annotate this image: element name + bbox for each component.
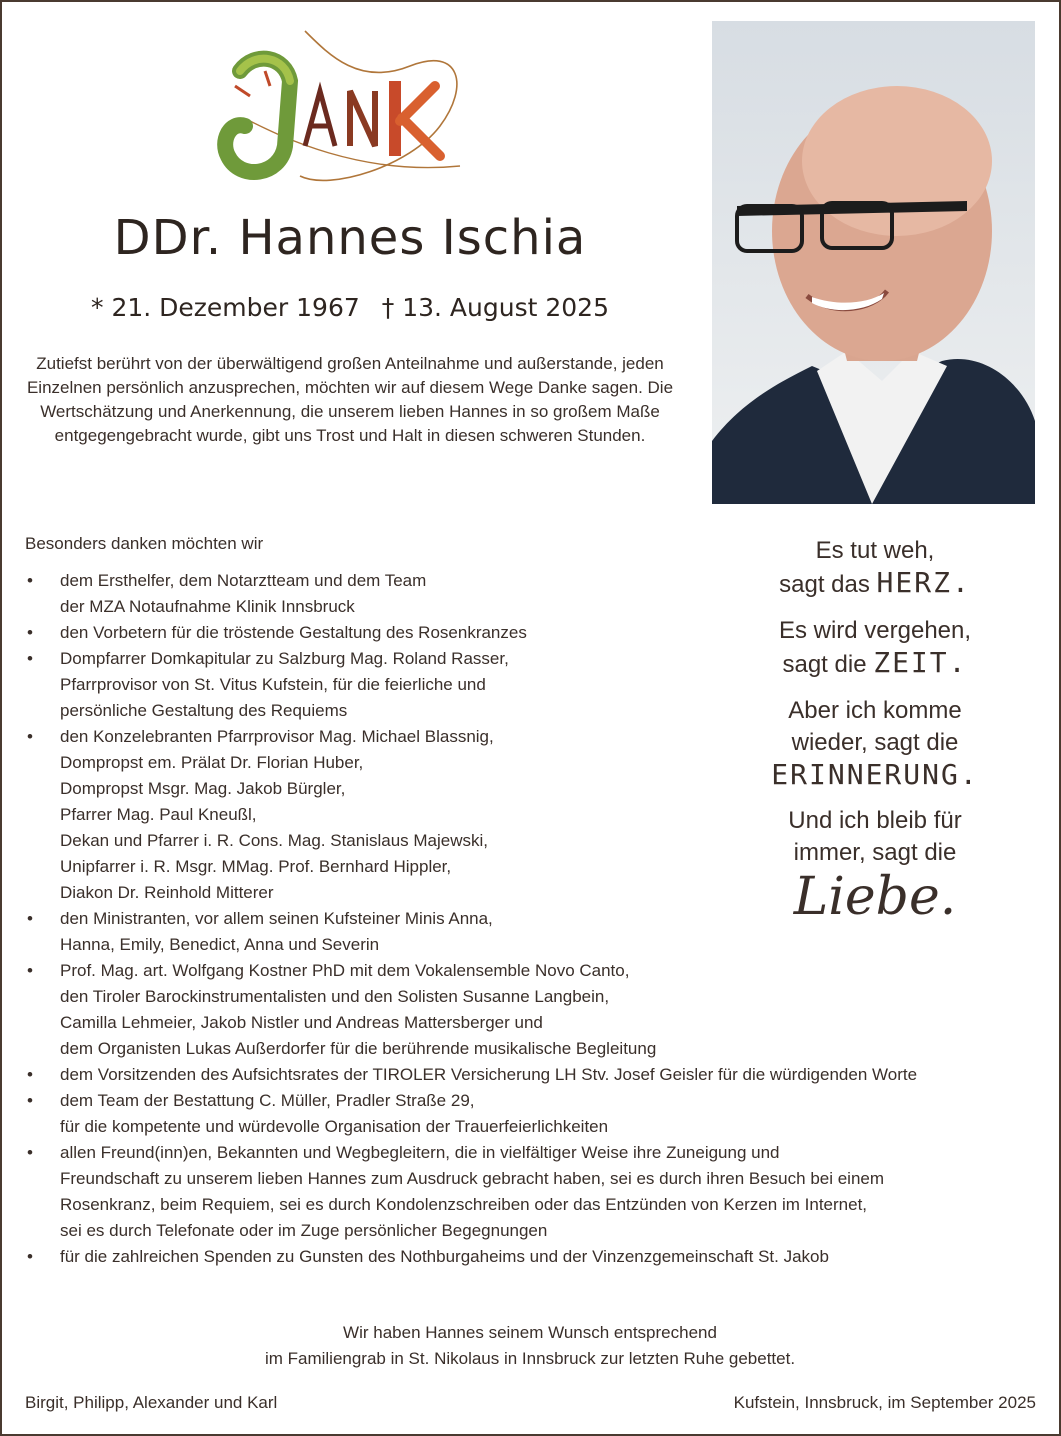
list-item [25,1244,1055,1270]
poem-line: sagt die ZEIT. [782,646,968,679]
deceased-name: DDr. Hannes Ischia [113,210,587,266]
list-item [25,1062,1055,1088]
poem-keyword-heart: HERZ. [876,566,971,599]
bullet: • [27,571,33,590]
bullet: • [27,1091,33,1110]
thanks-intro: Besonders danken möchten wir [25,534,264,553]
list-item-text: den Konzelebranten Pfarrprovisor Mag. Michael Blassnig, Dompropst em. Prälat Dr. Florian Huber, Dompropst Msgr. Mag. Jakob Bürgler, Pfarrer Mag. Paul Kneußl, Dekan und Pfarrer i. R. Cons. Mag. Stanislaus Majewski, Unipfarrer i. R. Msgr. MMag. Prof. Bernhard Hippler, Diakon Dr. Reinhold Mitterer [60,727,494,902]
list-item-text: dem Team der Bestattung C. Müller, Pradler Straße 29, für die kompetente und würdevolle Organisation der Trauerfeierlichkeiten [60,1091,609,1136]
bullet: • [27,623,33,642]
bullet: • [27,961,33,980]
closing-text [20,1320,1040,1372]
poem-stanza-time [720,615,1030,681]
poem-line: wieder, sagt die [791,729,959,756]
closing-line: im Familiengrab in St. Nikolaus in Innsbruck zur letzten Ruhe gebettet. [264,1349,796,1368]
poem-stanza-heart [720,535,1030,601]
list-item [25,1088,1055,1140]
bullet: • [27,909,33,928]
bullet: • [27,727,33,746]
birth-date: * 21. Dezember 1967 [91,293,360,322]
list-item-text: für die zahlreichen Spenden zu Gunsten des Nothburgaheims und der Vinzenzgemeinschaft St. Jakob [60,1247,829,1266]
poem-line: Es tut weh, [815,537,935,564]
closing-line: Wir haben Hannes seinem Wunsch entsprechend [343,1323,717,1342]
bullet: • [27,1065,33,1084]
portrait-photo [712,21,1035,504]
list-item-text: Dompfarrer Domkapitular zu Salzburg Mag. Roland Rasser, Pfarrprovisor von St. Vitus Kufstein, für die feierliche und persönliche Gestaltung des Requiems [60,649,509,720]
bullet: • [27,649,33,668]
poem-line: Es wird vergehen, [778,617,972,644]
list-item-text: dem Ersthelfer, dem Notarztteam und dem Team der MZA Notaufnahme Klinik Innsbruck [60,571,427,616]
poem-line: Und ich bleib für [788,807,962,834]
list-item-text: dem Vorsitzenden des Aufsichtsrates der TIROLER Versicherung LH Stv. Josef Geisler für die würdigenden Worte [60,1065,918,1084]
poem-line: immer, sagt die [793,839,957,866]
poem-stanza-love [720,805,1030,925]
list-item [25,1140,1055,1244]
poem-keyword-love: Liebe. [793,867,957,927]
poem-keyword-time: ZEIT. [873,646,968,679]
list-item-text: allen Freund(inn)en, Bekannten und Wegbegleitern, die in vielfältiger Weise ihre Zuneigung und Freundschaft zu unserem lieben Hannes zum Ausdruck gebracht haben, sei es durch ihren Besuch bei einem Rosenkranz, beim Requiem, sei es durch Kondolenzschreiben oder das Entzünden von Kerzen im Internet, sei es durch Telefonate oder im Zuge persönlicher Begegnungen [60,1143,885,1240]
list-item-text: den Vorbetern für die tröstende Gestaltung des Rosenkranzes [60,623,527,642]
poem [720,535,1030,939]
list-item-text: den Ministranten, vor allem seinen Kufsteiner Minis Anna, Hanna, Emily, Benedict, Anna und Severin [60,909,493,954]
place-date: Kufstein, Innsbruck, im September 2025 [733,1393,1036,1412]
list-item-text: Prof. Mag. art. Wolfgang Kostner PhD mit dem Vokalensemble Novo Canto, den Tiroler Barockinstrumentalisten und den Solisten Susanne Langbein, Camilla Lehmeier, Jakob Nistler und Andreas Mattersberger und dem Organisten Lukas Außerdorfer für die berührende musikalische Begleitung [60,961,657,1058]
life-dates [20,293,680,322]
poem-stanza-memory [720,695,1030,791]
bullet: • [27,1247,33,1266]
intro-text: Zutiefst berührt von der überwältigend großen Anteilnahme und außerstande, jeden Einzelnen persönlich anzusprechen, möchten wir auf diesem Wege Danke sagen. Die Wertschätzung und Anerkennung, die unserem lieben Hannes in so großem Maße entgegengebracht wurde, gibt uns Trost und Halt in diesen schweren Stunden. [26,354,674,445]
dank-logo [210,26,480,196]
poem-line: sagt das HERZ. [779,566,971,599]
poem-line: Aber ich komme [788,697,962,724]
poem-keyword-memory: ERINNERUNG. [771,758,979,791]
death-date: † 13. August 2025 [381,293,609,322]
bullet: • [27,1143,33,1162]
list-item [25,958,1055,1062]
family-signature: Birgit, Philipp, Alexander und Karl [25,1393,278,1412]
